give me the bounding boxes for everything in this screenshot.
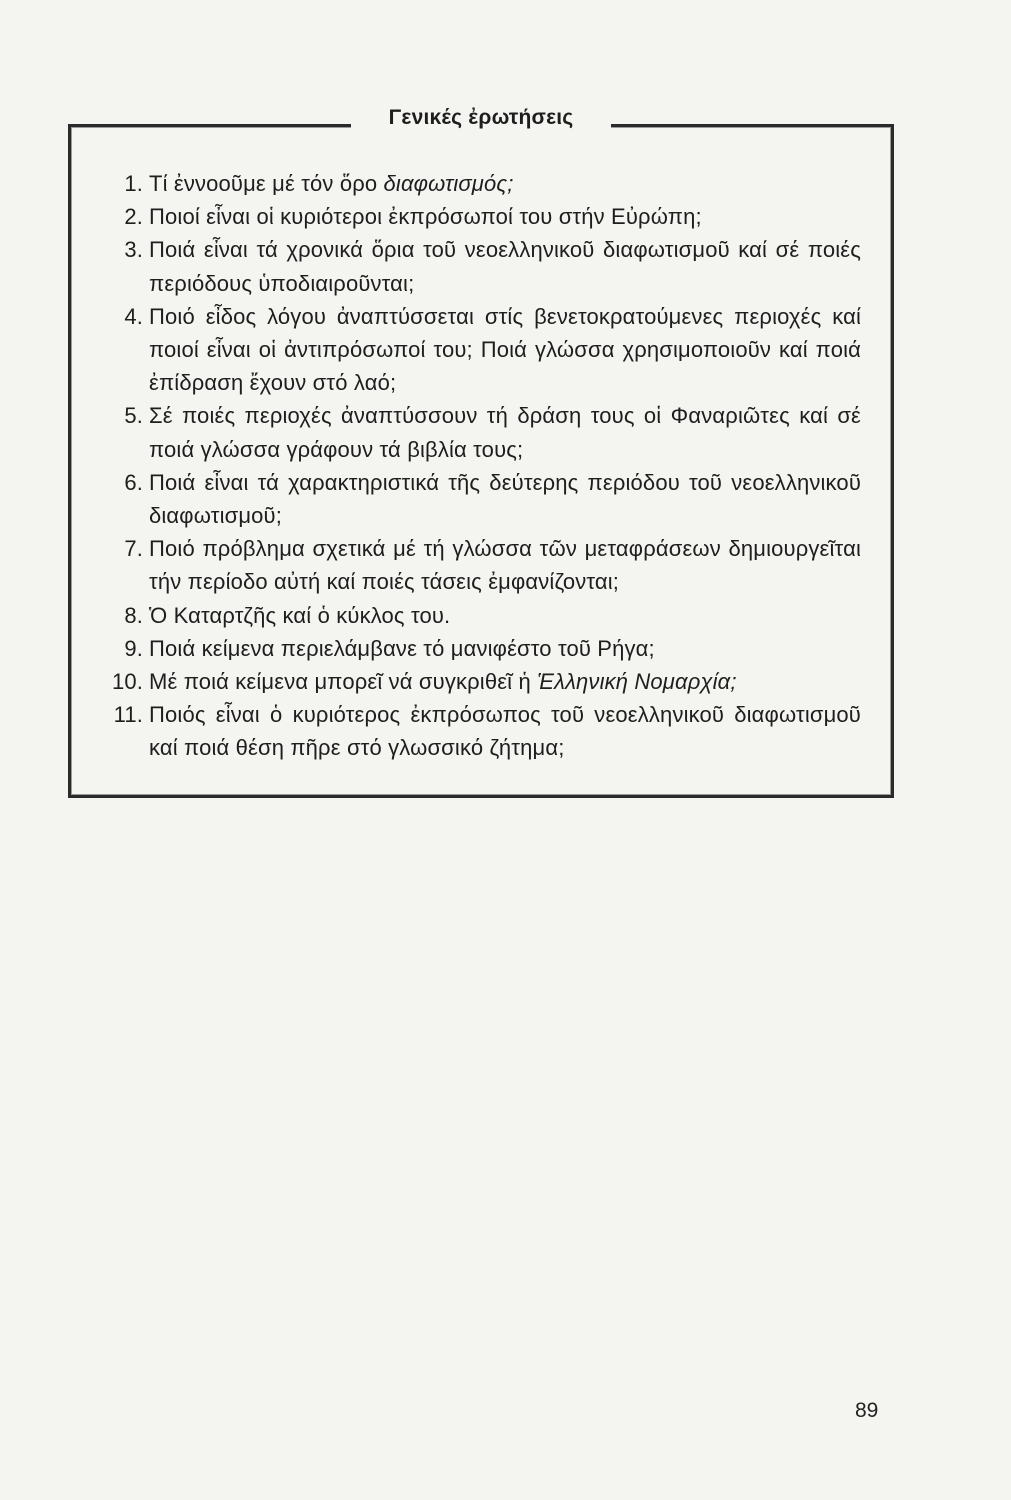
question-item (71, 665, 891, 698)
question-text: Σέ ποιές περιοχές ἀναπτύσσουν τή δράση τους οἱ Φαναριῶτες καί σέ ποιά γλώσσα γράφουν τά βιβλία τους; (149, 403, 861, 462)
questions-box (68, 106, 894, 798)
page-number: 89 (855, 1399, 879, 1422)
question-item (71, 632, 891, 665)
question-list (71, 167, 891, 765)
question-item (71, 532, 891, 598)
question-text: Ποιός εἶναι ὁ κυριότερος ἐκπρόσωπος τοῦ νεοελληνικοῦ διαφωτισμοῦ καί ποιά θέση πῆρε στό γλωσσικό ζήτημα; (149, 702, 861, 761)
question-number: 11. (113, 702, 143, 728)
question-number: 2. (124, 204, 143, 230)
question-item (71, 200, 891, 233)
question-item (71, 233, 891, 299)
question-text: Ὁ Καταρτζῆς καί ὁ κύκλος του. (149, 602, 451, 628)
question-text: Ποιά κείμενα περιελάμβανε τό μανιφέστο τοῦ Ρήγα; (149, 635, 655, 661)
question-text: Ποιό πρόβλημα σχετικά μέ τή γλώσσα τῶν μεταφράσεων δημιουργεῖται τήν περίοδο αὐτή καί ποιές τάσεις ἐμφανίζονται; (149, 536, 861, 595)
question-number: 3. (124, 237, 143, 263)
question-item (71, 466, 891, 532)
question-item (71, 399, 891, 465)
question-number: 7. (124, 536, 143, 562)
question-text: Μέ ποιά κείμενα μπορεῖ νά συγκριθεῖ ἡ Ἑλληνική Νομαρχία; (149, 669, 737, 695)
question-text: Ποιά εἶναι τά χρονικά ὅρια τοῦ νεοελληνικοῦ διαφωτισμοῦ καί σέ ποιές περιόδους ὑποδιαιροῦνται; (149, 237, 861, 296)
question-number: 10. (111, 669, 143, 695)
question-number: 4. (124, 303, 143, 329)
question-text: Ποιό εἶδος λόγου ἀναπτύσσεται στίς βενετοκρατούμενες περιοχές καί ποιοί εἶναι οἱ ἀντιπρόσωποί του; Ποιά γλώσσα χρησιμοποιοῦν καί ποιά ἐπίδραση ἔχουν στό λαό; (149, 303, 861, 396)
question-item (71, 167, 891, 200)
question-text: Ποιά εἶναι τά χαρακτηριστικά τῆς δεύτερης περιόδου τοῦ νεοελληνικοῦ διαφωτισμοῦ; (149, 469, 861, 529)
question-number: 5. (124, 403, 143, 429)
question-number: 6. (124, 469, 143, 495)
box-title-text: Γενικές ἐρωτήσεις (351, 106, 612, 129)
box-title (71, 105, 891, 131)
question-emphasis: Ἑλληνική Νομαρχία; (537, 669, 737, 695)
question-item (71, 300, 891, 400)
question-text: Ποιοί εἶναι οἱ κυριότεροι ἐκπρόσωποί του στήν Εὐρώπη; (149, 204, 702, 230)
question-item (71, 698, 891, 764)
question-number: 8. (124, 602, 143, 628)
question-text: Τί ἐννοοῦμε μέ τόν ὅρο διαφωτισμός; (149, 171, 514, 196)
question-number: 1. (124, 171, 143, 196)
question-number: 9. (124, 635, 143, 661)
question-emphasis: διαφωτισμός; (383, 171, 514, 196)
question-item (71, 599, 891, 632)
